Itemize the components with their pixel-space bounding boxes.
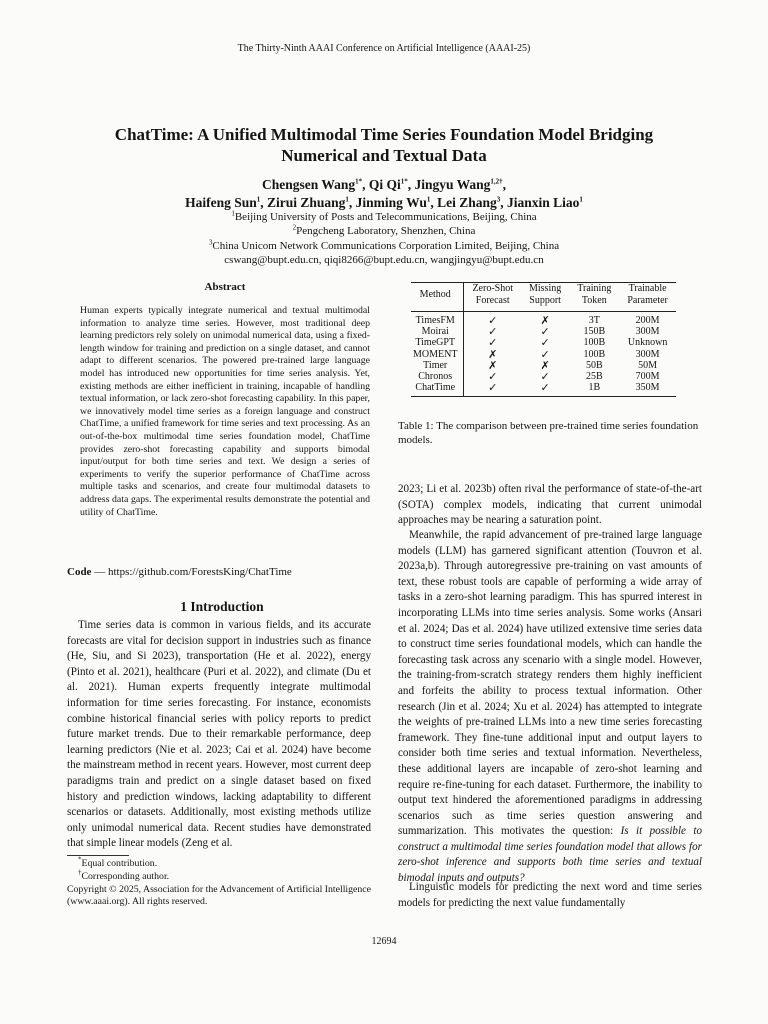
code-link-line xyxy=(67,566,377,578)
cell-training-tokens: 100B xyxy=(583,337,606,349)
author-line-1 xyxy=(60,176,708,194)
cell-training-tokens: 25B xyxy=(585,371,603,383)
cell-training-tokens: 1B xyxy=(588,382,601,394)
header-missing-line1: Missing xyxy=(529,283,562,294)
footnote-equal-contribution xyxy=(67,855,377,870)
author-affil-sup: 1,2† xyxy=(490,177,503,186)
author-sep: , xyxy=(502,177,507,192)
author-affil-sup: 1* xyxy=(400,177,408,186)
author-name: Jinming Wu xyxy=(355,195,427,210)
comparison-table xyxy=(411,282,676,397)
author-emails: cswang@bupt.edu.cn, qiqi8266@bupt.edu.cn, wangjingyu@bupt.edu.cn xyxy=(224,253,544,266)
table-row xyxy=(411,382,676,397)
abstract-heading: Abstract xyxy=(204,281,246,293)
affiliation-line xyxy=(60,239,708,253)
cell-training-tokens: 3T xyxy=(588,315,600,326)
footnote-mark: * xyxy=(78,855,82,864)
table-caption: Table 1: The comparison between pre-trained time series foundation models. xyxy=(398,420,699,447)
author-name: Chengsen Wang xyxy=(261,177,356,192)
table-row xyxy=(411,337,676,348)
header-trainable-line2: Parameter xyxy=(627,295,668,306)
author-name: Qi Qi xyxy=(368,177,401,192)
page-number: 12694 xyxy=(371,936,397,947)
cell-missing: ✗ xyxy=(540,314,550,327)
author-list xyxy=(60,176,708,212)
cell-missing: ✗ xyxy=(540,358,550,372)
affiliation-line xyxy=(60,210,708,224)
cell-zero-shot: ✓ xyxy=(488,325,498,339)
header-training xyxy=(569,283,619,312)
header-zero-shot-line1: Zero-Shot xyxy=(472,283,513,294)
cell-parameters: 300M xyxy=(635,326,660,338)
author-name: Jingyu Wang xyxy=(414,177,491,192)
copyright-notice: Copyright © 2025, Association for the Advancement of Artificial Intelligence (www.aaai.org). All rights reserved. xyxy=(67,884,371,907)
cell-parameters: 50M xyxy=(638,359,658,371)
cell-parameters: 350M xyxy=(635,382,660,394)
cell-missing: ✓ xyxy=(540,347,550,361)
right-paragraph-continued: 2023; Li et al. 2023b) often rival the performance of state-of-the-art (SOTA) complex models, indicating that current unimodal approaches may be nearing a saturation point. xyxy=(398,483,702,527)
cell-method: Chronos xyxy=(411,371,464,382)
header-method: Method xyxy=(411,283,464,312)
conference-header: The Thirty-Ninth AAAI Conference on Artificial Intelligence (AAAI-25) xyxy=(237,43,531,54)
table-header-row xyxy=(411,283,676,312)
cell-zero-shot: ✓ xyxy=(488,314,498,327)
author-name: Jianxin Liao xyxy=(507,195,580,210)
author-name: Zirui Zhuang xyxy=(267,195,346,210)
header-zero-shot xyxy=(464,283,521,312)
author-affil-sup: 1 xyxy=(579,195,583,204)
author-affil-sup: 1 xyxy=(345,195,349,204)
title-line-1: ChatTime: A Unified Multimodal Time Series Foundation Model Bridging xyxy=(114,125,654,144)
author-name: Lei Zhang xyxy=(437,195,497,210)
cell-missing: ✓ xyxy=(540,325,550,339)
footnote-text: Equal contribution. xyxy=(81,858,158,869)
cell-missing: ✓ xyxy=(540,336,550,350)
abstract-text: Human experts typically integrate numerical and textual multimodal information to analyze time series. However, most traditional deep learning predictors rely solely on unimodal numerical data, using a fixed-length window for training and prediction on a single dataset, and cannot adapt to different scenarios. The powered pre-trained large language model has introduced new opportunities for time series analysis. Yet, existing methods are either inefficient in training, incapable of handling textual information, or lack zero-shot forecasting capability. In this paper, we innovatively model time series as a foreign language and construct ChatTime, a unified framework for time series and text processing. As an out-of-the-box multimodal time series foundation model, ChatTime provides zero-shot forecasting capability and supports bimodal input/output for both time series and text. We design a series of experiments to verify the superior performance of ChatTime across multiple tasks and scenarios, and create four multimodal datasets to address data gaps. The experimental results demonstrate the potential and utility of ChatTime. xyxy=(80,305,370,518)
author-sep: , xyxy=(260,195,267,210)
research-question: Is it possible to construct a multimodal time series foundation model that allows for zero-shot inference and supports both time series and textual bimodal inputs and outputs? xyxy=(398,825,702,885)
cell-parameters: 300M xyxy=(635,348,660,360)
cell-missing: ✓ xyxy=(540,381,550,395)
header-training-line1: Training xyxy=(577,283,612,294)
header-missing-line2: Support xyxy=(529,295,561,306)
header-trainable xyxy=(619,283,676,312)
footnote-text: Corresponding author. xyxy=(81,871,170,882)
footnote-corresponding-author xyxy=(67,868,377,883)
footnote-mark: † xyxy=(78,868,82,877)
cell-method: ChatTime xyxy=(411,382,464,397)
cell-method: TimeGPT xyxy=(411,337,464,348)
affiliation-sup: 3 xyxy=(208,237,213,246)
cell-missing: ✓ xyxy=(540,370,550,384)
author-affil-sup: 3 xyxy=(496,195,501,204)
cell-zero-shot: ✓ xyxy=(488,336,498,350)
section-heading-introduction: 1 Introduction xyxy=(180,599,264,614)
paper-title xyxy=(60,124,708,166)
affiliations xyxy=(60,210,708,267)
author-sep: , xyxy=(348,195,356,210)
cell-training-tokens: 50B xyxy=(585,359,603,371)
cell-parameters: Unknown xyxy=(627,337,668,349)
cell-training-tokens: 150B xyxy=(583,326,606,338)
header-missing xyxy=(521,283,569,312)
cell-training-tokens: 100B xyxy=(583,348,606,360)
intro-paragraph-1: Time series data is common in various fields, and its accurate forecasts are vital for decision support in industries such as finance (He, Siu, and Si 2023), transportation (He et al. 2022), energy (Pinto et al. 2021), healthcare (Puri et al. 2022), and climate (Du et al. 2021). Human experts frequently integrate multimodal information for time series forecasting. For instance, economists combine historical financial series with policy reports to predict future market trends. Due to their remarkable performance, deep learning predictors (Nie et al. 2023; Cai et al. 2024) have become the mainstream method in recent years. However, most current deep paradigms train and predict on a single dataset based on fixed history and prediction windows, lacking adaptability to different scenarios or datasets. Additionally, most existing methods utilize only unimodal numerical data. Recent studies have demonstrated that simple linear models (Zeng et al. xyxy=(67,619,371,850)
affiliation-text: China Unicom Network Communications Corporation Limited, Beijing, China xyxy=(212,239,560,252)
cell-zero-shot: ✗ xyxy=(488,358,498,372)
affiliation-text: Pengcheng Laboratory, Shenzhen, China xyxy=(296,225,476,238)
author-sep: , xyxy=(407,177,415,192)
cell-zero-shot: ✓ xyxy=(488,370,498,384)
author-name: Haifeng Sun xyxy=(185,195,257,210)
code-dash: — xyxy=(91,566,108,578)
affiliation-text: Beijing University of Posts and Telecommunications, Beijing, China xyxy=(234,211,537,223)
code-label: Code xyxy=(67,566,92,578)
right-paragraph-3: Linguistic models for predicting the next word and time series models for predicting the next value fundamentally xyxy=(398,881,702,909)
code-url-link[interactable]: https://github.com/ForestsKing/ChatTime xyxy=(107,566,292,578)
header-zero-shot-line2: Forecast xyxy=(475,295,510,306)
title-line-2: Numerical and Textual Data xyxy=(281,146,487,165)
cell-zero-shot: ✗ xyxy=(488,347,498,361)
footnote-divider xyxy=(67,855,129,856)
header-trainable-line1: Trainable xyxy=(628,283,667,294)
affiliation-sup: 1 xyxy=(231,209,235,218)
cell-zero-shot: ✓ xyxy=(488,381,498,395)
author-sep: , xyxy=(500,195,507,210)
table-row xyxy=(411,312,676,327)
affiliation-sup: 2 xyxy=(292,223,297,232)
author-sep: , xyxy=(362,177,369,192)
cell-method: Timer xyxy=(411,360,464,371)
cell-parameters: 200M xyxy=(635,315,660,326)
header-training-line2: Token xyxy=(581,295,607,306)
author-affil-sup: 1* xyxy=(355,177,363,186)
cell-method: TimesFM xyxy=(411,312,464,327)
author-affil-sup: 1 xyxy=(426,195,431,204)
cell-method: MOMENT xyxy=(411,349,464,360)
right-paragraph-2 xyxy=(398,528,702,887)
cell-method: Moirai xyxy=(411,326,464,337)
affiliation-line xyxy=(60,224,708,238)
cell-parameters: 700M xyxy=(635,371,660,383)
author-sep: , xyxy=(430,195,438,210)
paragraph-2-text: Meanwhile, the rapid advancement of pre-trained large language models (LLM) has garnered significant attention (Touvron et al. 2023a,b). Through autoregressive pre-training on vast amounts of text, these robust tools are capable of performing a wide array of tasks in a zero-shot learning paradigm. This has spurred interest in incorporating LLMs into time series analysis. Some works (Ansari et al. 2024; Das et al. 2024) have utilized extensive time series data to construct time series foundational models, which can handle the forecasting task across any scenario with a single model. However, the training-from-scratch strategy renders them highly inefficient and forfeits the ability to process textual information. Other research (Jin et al. 2024; Xu et al. 2024) has attempted to integrate the weights of pre-trained LLMs into a new time series forecasting framework. They fine-tune additional input and output layers to consider both time series and textual information. Nevertheless, these additional layers are incapable of zero-shot learning and require re-fine-tuning for each dataset. Furthermore, the inability to output text hindered the aforementioned paradigms in addressing scenarios such as time series question answering and summarization. This motivates the question: xyxy=(398,529,702,838)
author-affil-sup: 1 xyxy=(256,195,261,204)
